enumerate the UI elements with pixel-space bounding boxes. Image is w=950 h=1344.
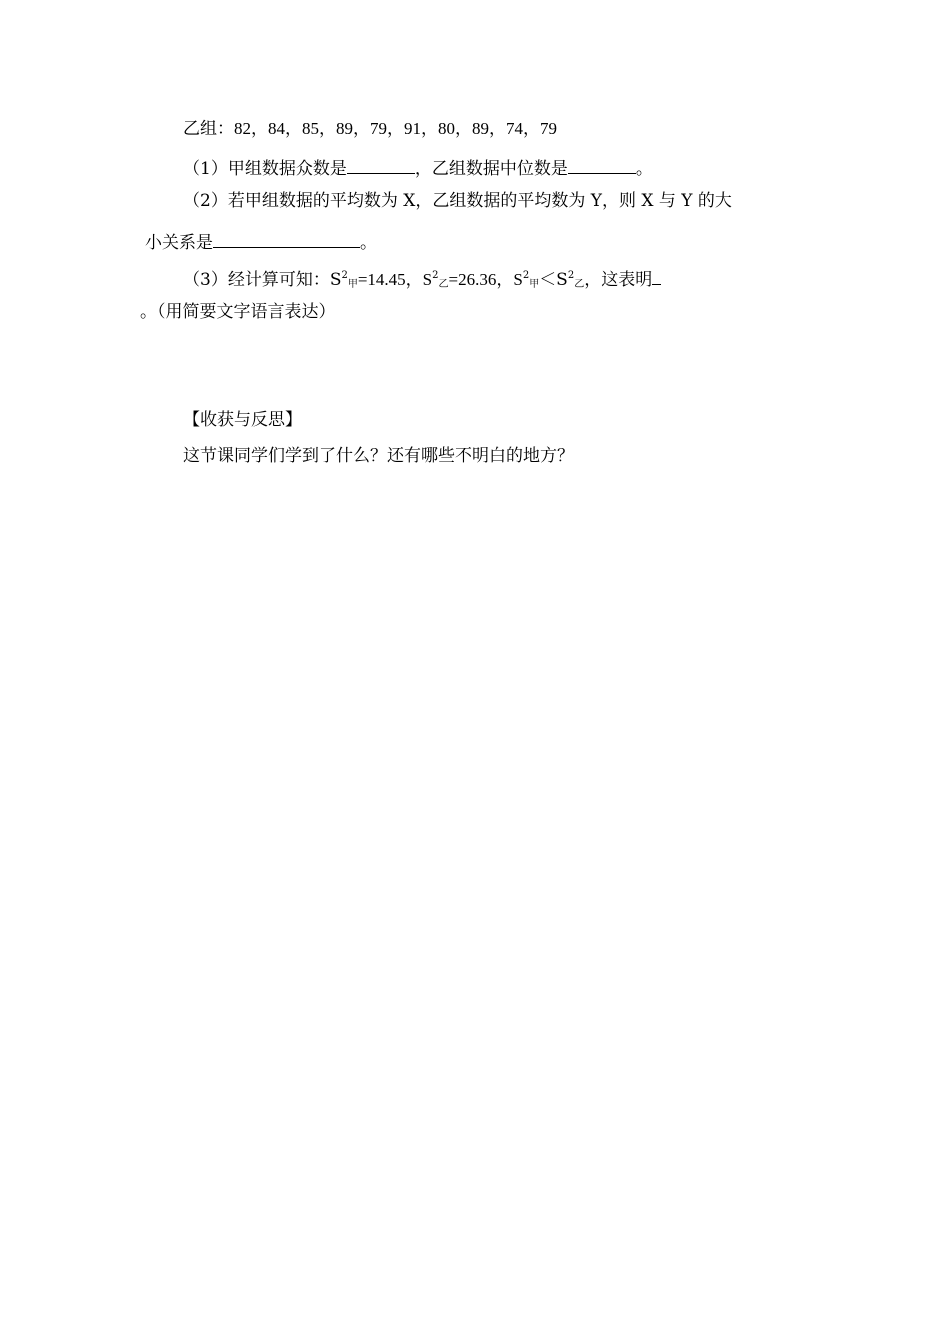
q3-line2: 。（用简要文字语言表达） bbox=[140, 302, 336, 322]
reflection-heading bbox=[183, 412, 302, 429]
q2-answer-blank[interactable] bbox=[213, 231, 360, 248]
q1-suffix: 。 bbox=[635, 159, 653, 179]
q3-square-3: 2 bbox=[522, 270, 530, 281]
question-1 bbox=[183, 157, 653, 178]
reflection-heading-text: 【收获与反思】 bbox=[183, 410, 302, 430]
question-2-line-2 bbox=[145, 231, 377, 252]
group-b-label: 乙组： bbox=[183, 119, 234, 139]
reflection-question-text: 这节课同学们学到了什么？还有哪些不明白的地方？ bbox=[183, 446, 574, 466]
q3-sub-2: 乙 bbox=[438, 279, 449, 290]
q3-sub-1: 甲 bbox=[347, 279, 358, 290]
question-3-line-2 bbox=[140, 304, 336, 321]
q1-answer-blank-mode[interactable] bbox=[347, 157, 415, 174]
q3-sub-4: 乙 bbox=[574, 279, 585, 290]
q1-answer-blank-median[interactable] bbox=[568, 157, 636, 174]
question-3-line-1 bbox=[183, 268, 661, 290]
q2-line2-suffix: 。 bbox=[360, 233, 377, 253]
q3-less-than: ＜S bbox=[539, 270, 568, 290]
q3-square-4: 2 bbox=[567, 270, 575, 281]
q3-square-2: 2 bbox=[432, 270, 439, 281]
q1-prefix: （1）甲组数据众数是 bbox=[183, 159, 347, 179]
reflection-question bbox=[183, 448, 574, 465]
q1-middle: ，乙组数据中位数是 bbox=[414, 159, 568, 179]
q3-tail: ，这表明 bbox=[584, 270, 653, 290]
q2-line2-prefix: 小关系是 bbox=[145, 233, 213, 253]
q3-value-1: =14.45，S bbox=[357, 270, 433, 289]
q3-square-1: 2 bbox=[341, 270, 348, 281]
group-b-values: 82，84，85，89，79，91，80，89，74，79 bbox=[234, 119, 557, 138]
q3-answer-blank[interactable] bbox=[652, 268, 661, 285]
q3-prefix: （3）经计算可知：S bbox=[183, 270, 342, 290]
q2-line1: （2）若甲组数据的平均数为 X，乙组数据的平均数为 Y，则 X 与 Y 的大 bbox=[183, 191, 732, 211]
question-2-line-1 bbox=[183, 193, 732, 210]
q3-value-2: =26.36，S bbox=[448, 270, 523, 289]
q3-sub-3: 甲 bbox=[529, 279, 540, 290]
group-b-data-line bbox=[183, 120, 557, 138]
